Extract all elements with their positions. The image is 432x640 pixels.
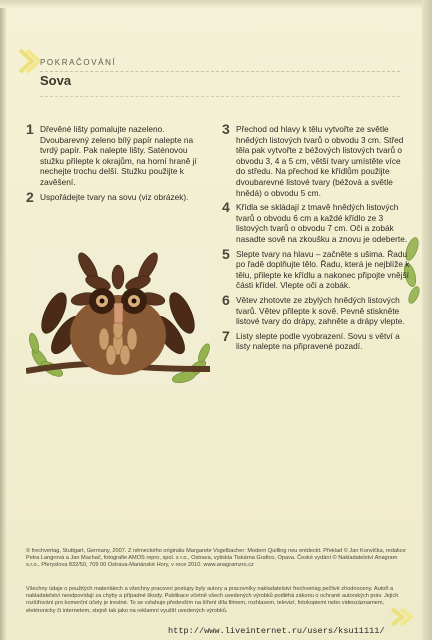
section-kicker: POKRAČOVÁNÍ	[40, 58, 117, 67]
header-divider	[40, 71, 400, 72]
step-7	[222, 327, 412, 352]
page-top-edge	[0, 0, 432, 8]
step-5	[222, 245, 412, 291]
header-divider-bottom	[40, 96, 400, 97]
instructions-left-column	[26, 121, 212, 208]
step-number: 6	[222, 291, 230, 308]
step-text: Listy slepte podle vyobrazení. Sovu s větví a listy nalepte na připravené pozadí.	[236, 330, 400, 352]
step-3	[222, 121, 412, 198]
step-number: 3	[222, 121, 230, 137]
step-number: 2	[26, 188, 34, 205]
step-number: 5	[222, 245, 230, 262]
book-spine-shadow	[0, 0, 6, 640]
chevron-decoration-icon	[18, 48, 40, 74]
owl-quilling-photo	[26, 243, 210, 387]
page-right-edge	[422, 0, 432, 640]
step-text: Větev zhotovte ze zbylých hnědých listových tvarů. Větev přilepte k sově. Pevně stiskněte listové tvary do drápy, zahněte a drápy vlepte.	[236, 294, 405, 327]
disclaimer-text: Všechny údaje o použitých materiálech a všechny pracovní postupy byly autory a pracovníky nakladatelství frechverlag pečlivě zhodnoceny. Autoři a nakladatelství neodpovídají za chyby a případné škody. Publikace včetně všech uvedených výrobků podléhá zákonu o ochraně autorských práv. Jejich rozšiřování pro komerční účely je trestné. To se vztahuje především na šíření díla filmem, rozhlasem, televizí, fotokopiemi nebo videozáznamem, elektronicky či internetem, stejně tak jako na reklamní využití uvedených výrobků.	[26, 586, 399, 614]
chevron-decoration-icon	[390, 607, 420, 627]
step-6	[222, 291, 412, 327]
step-text: Dřevěné lišty pomalujte nazeleno. Dvoubarevný zeleno bílý papír nalepte na tvrdý papír. Pak nalepte lišty. Saténovou stužku přilepte k okrajům, na horní hraně jí nechejte trochu delší. Stužku použijte k zavěšení.	[40, 124, 197, 187]
step-text: Uspořádejte tvary na sovu (viz obrázek).	[40, 191, 189, 202]
step-text: Přechod od hlavy k tělu vytvořte ze světle hnědých listových tvarů o obvodu 3 cm. Střed těla pak vytvořte z béžových listových tvarů o obvodu 3, 4 a 5 cm, větší tvary umístěte více do středu. Na přechod ke křídlům použijte dvoubarevné listové tvary (béžová a světle hnědá) o obvodu 5 cm.	[236, 124, 404, 198]
source-watermark: http://www.liveinternet.ru/users/ksu11111/	[168, 626, 385, 636]
page-title: Sova	[40, 73, 72, 88]
step-2	[26, 188, 212, 205]
step-1	[26, 121, 212, 188]
instructions-right-column	[222, 121, 412, 356]
step-number: 1	[26, 121, 34, 137]
credits-text: © frechverlag, Stuttgart, Germany, 2007. Z německého originálu Margarete Vogelbacher: Modern Quilling neu entdeckt. Překlad © Jan Konvička, redakce Petra Langrová a Jan Machač, fotografie AMOS repro, spol. s r.o., Ostrava, vytiskla Tiskárna Grafico, Opava. České vydání © Nakladatelství Anagram s.r.o., Pferyslova 832/50, 709 00 Ostrava-Mariánské Hory, v roce 2010. www.anagramzro.cz	[26, 548, 406, 569]
step-4	[222, 199, 412, 244]
step-number: 7	[222, 327, 230, 344]
step-text: Křídla se skládají z tmavě hnědých listových tvarů o obvodu 6 cm a každé křídlo ze 3 listových tvarů o obvodu 7 cm. Oči a zobák nasadte sově na zkoušku a znovu je odeberte.	[236, 202, 408, 244]
step-text: Slepte tvary na hlavu – začněte s ušima. Řadu po řadě doplňujte tělo. Řadu, která je nejblíže k tělu, přilepte ke křídlu a nakonec připojte vnější části křídel. Vlepte oči a zobák.	[236, 248, 410, 291]
step-number: 4	[222, 199, 230, 216]
